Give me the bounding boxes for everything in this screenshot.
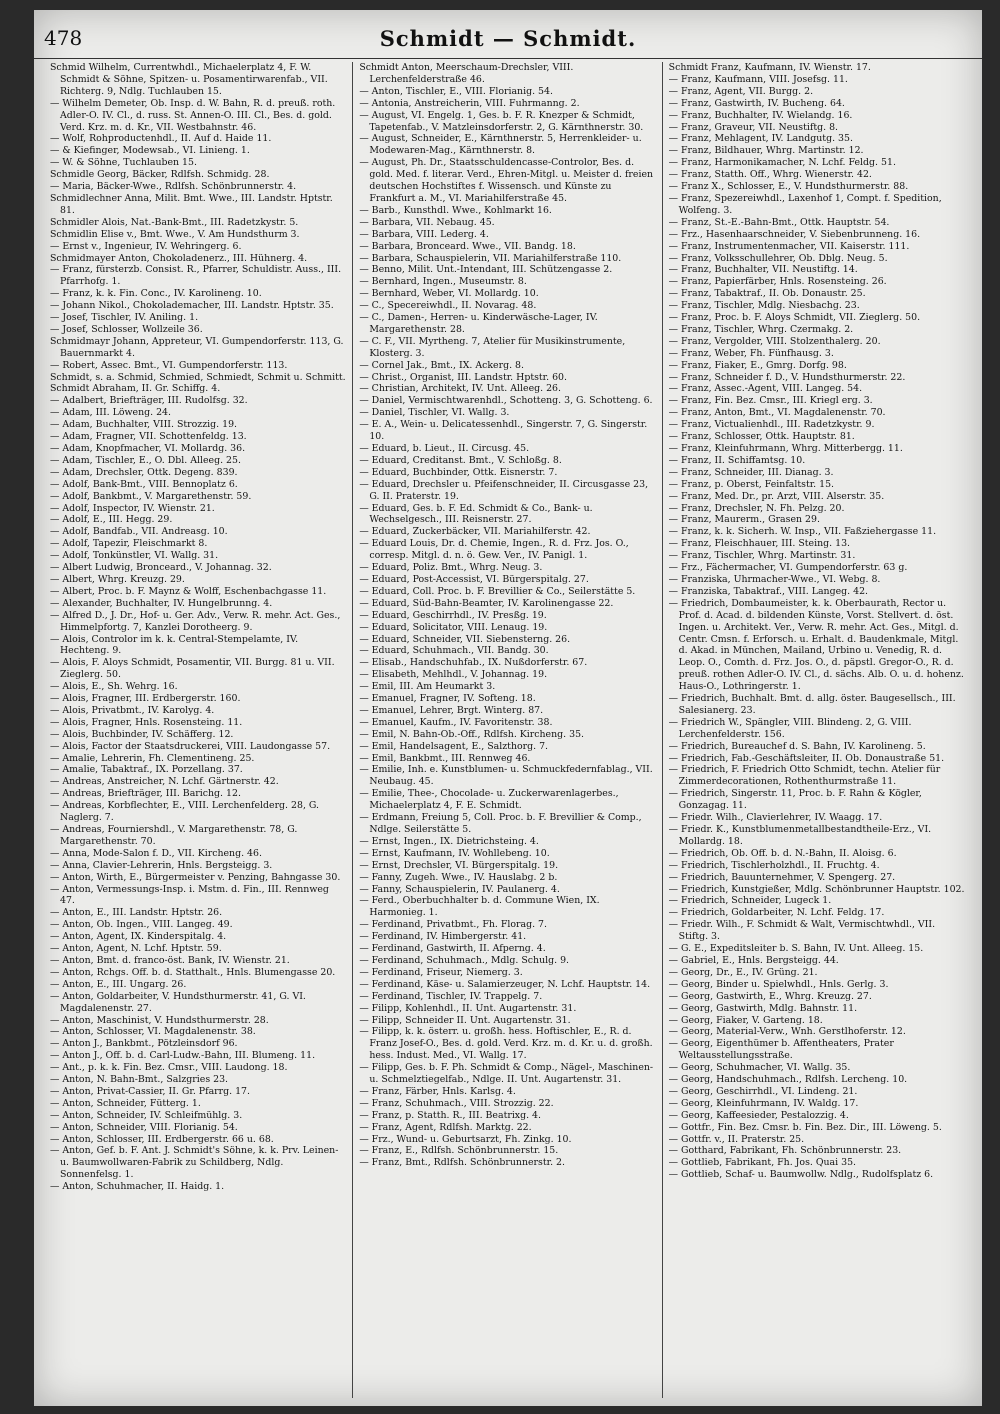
directory-entry: — Filipp, Ges. b. F. Ph. Schmidt & Comp., Nägel-, Maschinen- u. Schmelztiegelfab., Ndlge. II. Unt. Augartenstr. 31.: [359, 1062, 654, 1086]
directory-entry: — Erdmann, Freiung 5, Coll. Proc. b. F. Brevillier & Comp., Ndlge. Seilerstätte 5.: [359, 812, 642, 835]
directory-entry: — Ant., p. k. k. Fin. Bez. Cmsr., VIII. Laudong. 18.: [50, 1062, 288, 1074]
directory-entry: — Franz, Tabaktraf., II. Ob. Donaustr. 25.: [668, 288, 866, 300]
columns-container: [44, 62, 972, 1398]
directory-entry: — Franz, Bildhauer, Whrg. Martinstr. 12.: [668, 145, 864, 157]
directory-entry: — Elisab., Handschuhfab., IX. Nußdorferstr. 67.: [359, 657, 588, 669]
directory-entry: — Daniel, Tischler, VI. Wallg. 3.: [359, 407, 510, 419]
directory-entry: — Anton, Schneider, VIII. Florianig. 54.: [50, 1121, 238, 1133]
directory-entry: — Franz, Bmt., Rdlfsh. Schönbrunnerstr. 2.: [359, 1157, 565, 1169]
directory-entry: — Gottfr., Fin. Bez. Cmsr. b. Fin. Bez. Dir., III. Löweng. 5.: [668, 1121, 942, 1133]
directory-entry: — Barbara, Bronceard. Wwe., VII. Bandg. 18.: [359, 240, 576, 252]
directory-entry: — Franz, Harmonikamacher, N. Lchf. Feldg. 51.: [668, 157, 896, 169]
directory-entry: — Andreas, Briefträger, III. Barichg. 12.: [50, 788, 241, 800]
directory-entry: — Franz, Buchhalter, IV. Wielandg. 16.: [668, 109, 853, 121]
directory-entry: — Georg, Gastwirth, E., Whrg. Kreuzg. 27.: [668, 990, 872, 1002]
directory-entry: — Franz, Agent, VII. Burgg. 2.: [668, 85, 814, 97]
directory-entry: — Anton, Agent, IX. Kinderspitalg. 4.: [50, 931, 227, 943]
directory-entry: — Franz, Gastwirth, IV. Bucheng. 64.: [668, 97, 845, 109]
directory-entry: — Emilie, Thee-, Chocolade- u. Zuckerwarenlagerbes., Michaelerplatz 4, F. E. Schmidt.: [359, 788, 619, 812]
directory-entry: — Friedrich, Goldarbeiter, N. Lchf. Feldg. 17.: [668, 907, 885, 919]
directory-entry: — Frz., Fächermacher, VI. Gumpendorferstr. 63 g.: [668, 562, 908, 574]
directory-entry: — Franz, Mehlagent, IV. Landgutg. 35.: [668, 133, 853, 145]
directory-entry: — Adam, Tischler, E., O. Dbl. Alleeg. 25.: [50, 454, 241, 466]
directory-entry: — Emanuel, Kaufm., IV. Favoritenstr. 38.: [359, 716, 553, 728]
directory-entry: Schmidt Franz, Kaufmann, IV. Wienstr. 17.: [668, 62, 871, 73]
directory-entry: — Franz, Anton, Bmt., VI. Magdalenenstr. 70.: [668, 407, 886, 419]
directory-entry: — Ferdinand, Tischler, IV. Trappelg. 7.: [359, 990, 543, 1002]
directory-entry: Schmidt Anton, Meerschaum-Drechsler, VIII. Lerchenfelderstraße 46.: [359, 62, 574, 85]
directory-entry: — Franz, Schuhmach., VIII. Strozzig. 22.: [359, 1097, 554, 1109]
directory-entry: — Anna, Mode-Salon f. D., VII. Kircheng. 46.: [50, 847, 262, 859]
directory-entry: — Georg, Dr., E., IV. Grüng. 21.: [668, 966, 818, 978]
directory-entry: — Elisabeth, Mehlhdl., V. Johannag. 19.: [359, 669, 548, 681]
directory-entry: — Alois, F. Aloys Schmidt, Posamentir, VII. Burgg. 81 u. VII. Zieglerg. 50.: [50, 657, 335, 681]
directory-entry: — Ferd., Oberbuchhalter b. d. Commune Wien, IX. Harmonieg. 1.: [359, 895, 600, 919]
page-title: Schmidt — Schmidt.: [379, 26, 637, 51]
directory-entry: — Wolf, Rohproductenhdl., II. Auf d. Haide 11.: [50, 133, 272, 145]
directory-entry: — Franz, Agent, Rdlfsh. Marktg. 22.: [359, 1121, 532, 1133]
directory-entry: — Franz, Maurerm., Grasen 29.: [668, 514, 820, 526]
directory-entry: — Friedrich, Bauunternehmer, V. Spengerg. 27.: [668, 871, 896, 883]
directory-entry: — Emil, Bankbmt., III. Rennweg 46.: [359, 752, 531, 764]
directory-entry: — Eduard, Geschirrhdl., IV. Presßg. 19.: [359, 609, 547, 621]
directory-entry: — Emil, III. Am Heumarkt 3.: [359, 681, 496, 693]
directory-entry: — Adolf, Bandfab., VII. Andreasg. 10.: [50, 526, 228, 538]
column-3: [663, 62, 972, 1398]
directory-entry: — Ferdinand, IV. Himbergerstr. 41.: [359, 931, 527, 943]
directory-entry: — Ernst, Drechsler, VI. Bürgerspitalg. 19.: [359, 859, 559, 871]
directory-entry: — Eduard, Schuhmach., VII. Bandg. 30.: [359, 645, 549, 657]
directory-entry: — Franz, Proc. b. F. Aloys Schmidt, VII. Zieglerg. 50.: [668, 312, 921, 324]
directory-entry: — Friedrich, Tischlerholzhdl., II. Fruchtg. 4.: [668, 859, 880, 871]
directory-entry: — Alois, Fragner, III. Erdbergerstr. 160.: [50, 693, 241, 705]
directory-entry: — Barbara, VIII. Lederg. 4.: [359, 228, 489, 240]
directory-entry: — Emanuel, Fragner, IV. Softeng. 18.: [359, 693, 536, 705]
directory-entry: — Albert, Proc. b. F. Maynz & Wolff, Eschenbachgasse 11.: [50, 585, 327, 597]
directory-entry: — Franz, Buchhalter, VII. Neustiftg. 14.: [668, 264, 858, 276]
directory-entry: — Gottlieb, Schaf- u. Baumwollw. Ndlg., Rudolfsplatz 6.: [668, 1169, 934, 1181]
directory-entry: — Alexander, Buchhalter, IV. Hungelbrunng. 4.: [50, 597, 273, 609]
directory-entry: — Anton, E., III. Landstr. Hptstr. 26.: [50, 907, 223, 919]
directory-entry: — C., Damen-, Herren- u. Kinderwäsche-Lager, IV. Margarethenstr. 28.: [359, 312, 598, 335]
directory-entry: — Christ., Organist, III. Landstr. Hptstr. 60.: [359, 371, 567, 383]
directory-entry: — Georg, Kleinfuhrmann, IV. Waldg. 17.: [668, 1097, 859, 1109]
directory-entry: — Anton, Ob. Ingen., VIII. Langeg. 49.: [50, 919, 233, 931]
directory-entry: — Anton, Goldarbeiter, V. Hundsthurmerstr. 41, G. VI. Magdalenenstr. 27.: [50, 990, 306, 1014]
directory-entry: — Amalie, Tabaktraf., IX. Porzellang. 37.: [50, 764, 243, 776]
directory-entry: — Ferdinand, Gastwirth, II. Afperng. 4.: [359, 943, 546, 955]
directory-entry: — Franz, Spezereiwhdl., Laxenhof 1, Compt. f. Spedition, Wolfeng. 3.: [668, 192, 942, 216]
directory-entry: — Friedrich, Fab.-Geschäftsleiter, II. Ob. Donaustraße 51.: [668, 752, 945, 764]
directory-entry: — Franz, Med. Dr., pr. Arzt, VIII. Alserstr. 35.: [668, 490, 885, 502]
directory-entry: — Friedr. Wilh., Clavierlehrer, IV. Waagg. 17.: [668, 812, 883, 824]
directory-entry: — Amalie, Lehrerin, Fh. Clementineng. 25.: [50, 752, 255, 764]
directory-entry: — Georg, Kaffeesieder, Pestalozzig. 4.: [668, 1109, 849, 1121]
directory-entry: — Filipp, Kohlenhdl., II. Unt. Augartenstr. 31.: [359, 1002, 577, 1014]
directory-entry: — Frz., Hasenhaarschneider, V. Siebenbrunneng. 16.: [668, 228, 921, 240]
directory-entry: — Adam, Knopfmacher, VI. Mollardg. 36.: [50, 443, 246, 454]
directory-entry: — Ferdinand, Friseur, Niemerg. 3.: [359, 966, 523, 978]
directory-entry: — Georg, Material-Verw., Wnh. Gerstlhoferstr. 12.: [668, 1026, 906, 1038]
directory-entry: — G. E., Expeditsleiter b. S. Bahn, IV. Unt. Alleeg. 15.: [668, 943, 924, 955]
directory-entry: — Eduard, Ges. b. F. Ed. Schmidt & Co., Bank- u. Wechselgesch., III. Reisnerstr. 27.: [359, 502, 593, 526]
directory-entry: — Barbara, Schauspielerin, VII. Mariahilferstraße 110.: [359, 252, 622, 264]
directory-entry: — Adalbert, Briefträger, III. Rudolfsg. 32.: [50, 395, 248, 407]
directory-entry: — Adam, Fragner, VII. Schottenfeldg. 13.: [50, 431, 247, 443]
directory-entry: — Johann Nikol., Chokolademacher, III. Landstr. Hptstr. 35.: [50, 300, 334, 312]
directory-entry: — August, Schneider, E., Kärnthnerstr. 5, Herrenkleider- u. Modewaren-Mag., Kärnthnerstr. 8.: [359, 133, 642, 157]
directory-entry: — Alois, Privatbmt., IV. Karolyg. 4.: [50, 704, 215, 716]
directory-entry: — Franz, Papierfärber, Hnls. Rosensteing. 26.: [668, 276, 887, 288]
directory-entry: — Ferdinand, Privatbmt., Fh. Florag. 7.: [359, 919, 547, 931]
directory-entry: — Eduard, Creditanst. Bmt., V. Schloßg. 8.: [359, 454, 562, 466]
directory-entry: — Friedr. Wilh., F. Schmidt & Walt, Vermischtwhdl., VII. Stiftg. 3.: [668, 919, 936, 943]
directory-entry: — Daniel, Vermischtwarenhdl., Schotteng. 3, G. Schotteng. 6.: [359, 395, 653, 407]
directory-entry: — Alois, Buchbinder, IV. Schäfferg. 12.: [50, 728, 234, 740]
directory-entry: — Andreas, Anstreicher, N. Lchf. Gärtnerstr. 42.: [50, 776, 279, 788]
directory-entry: — Franz, Volksschullehrer, Ob. Dblg. Neug. 5.: [668, 252, 888, 264]
directory-entry: — W. & Söhne, Tuchlauben 15.: [50, 157, 197, 169]
directory-entry: — Anna, Clavier-Lehrerin, Hnls. Bergsteigg. 3.: [50, 859, 273, 871]
directory-entry: — Adam, Drechsler, Ottk. Degeng. 839.: [50, 466, 238, 478]
directory-entry: — Adam, III. Löweng. 24.: [50, 407, 171, 419]
directory-entry: — Franziska, Tabaktraf., VIII. Langeg. 42.: [668, 585, 869, 597]
directory-entry: — August, VI. Engelg. 1, Ges. b. F. R. Knezper & Schmidt, Tapetenfab., V. Matzleinsdorferstr. 2, G. Kärnthnerstr. 30.: [359, 109, 644, 133]
column-1: [44, 62, 353, 1398]
directory-entry: — Franz, Instrumentenmacher, VII. Kaiserstr. 111.: [668, 240, 910, 252]
directory-entry: — Anton, E., III. Ungarg. 26.: [50, 978, 187, 990]
directory-entry: — Georg, Gastwirth, Mdlg. Bahnstr. 11.: [668, 1002, 858, 1014]
directory-entry: — Franz, Schlosser, Ottk. Hauptstr. 81.: [668, 431, 855, 443]
directory-entry: — Eduard, Zuckerbäcker, VII. Mariahilferstr. 42.: [359, 526, 591, 538]
directory-entry: — Gabriel, E., Hnls. Bergsteigg. 44.: [668, 954, 839, 966]
directory-entry: — Anton, Tischler, E., VIII. Florianig. 54.: [359, 85, 553, 97]
directory-entry: — Franz, II. Schiffamtsg. 10.: [668, 454, 806, 466]
directory-entry: — Franz, Schneider, III. Dianag. 3.: [668, 466, 834, 478]
directory-entry: — Friedrich, Dombaumeister, k. k. Oberbaurath, Rector u. Prof. d. Acad. d. bildenden Künste, Vorst. Stellvert. d. öst. Ingen. u. Architekt. Ver., Verw. R. mehr. Act. Ges., Mitgl. d. Centr. Cmsn. f. Erforsch. u. Erhalt. d. Baudenkmale, Mitgl. d. Akad. in München, Mailand, Urbino u. Venedig, R. d. Leop. O., Comth. d. Frz. Jos. O., d. päpstl. Gregor-O., R. d. preuß. rothen Adler-O. IV. Cl., d. sächs. Alb. O. u. d. hohenz. Haus-O., Lothringerstr. 1.: [668, 597, 964, 693]
directory-entry: — Gottfr. v., II. Praterstr. 25.: [668, 1133, 805, 1145]
directory-entry: — Franz, Assec.-Agent, VIII. Langeg. 54.: [668, 383, 863, 395]
directory-entry: — Ferdinand, Käse- u. Salamierzeuger, N. Lchf. Hauptstr. 14.: [359, 978, 651, 990]
directory-entry: — Franz, Drechsler, N. Fh. Pelzg. 20.: [668, 502, 845, 514]
directory-entry: — Eduard, Schneider, VII. Siebensterng. 26.: [359, 633, 571, 645]
directory-entry: — Eduard, Post-Accessist, VI. Bürgerspitalg. 27.: [359, 573, 589, 585]
directory-entry: — Anton J., Bankbmt., Pötzleinsdorf 96.: [50, 1038, 238, 1050]
directory-entry: — Franziska, Uhrmacher-Wwe., VI. Webg. 8.: [668, 573, 881, 585]
directory-entry: — Franz, Kaufmann, VIII. Josefsg. 11.: [668, 73, 848, 85]
directory-entry: — C. F., VII. Myrtheng. 7, Atelier für Musikinstrumente, Klosterg. 3.: [359, 335, 626, 359]
directory-entry: — Maria, Bäcker-Wwe., Rdlfsh. Schönbrunnerstr. 4.: [50, 181, 297, 193]
directory-entry: — Friedrich, Kunstgießer, Mdlg. Schönbrunner Hauptstr. 102.: [668, 883, 965, 895]
directory-entry: — Franz, St.-E.-Bahn-Bmt., Ottk. Hauptstr. 54.: [668, 216, 890, 228]
directory-entry: — Christian, Architekt, IV. Unt. Alleeg. 26.: [359, 383, 561, 395]
directory-entry: — Benno, Milit. Unt.-Intendant, III. Schützengasse 2.: [359, 264, 613, 276]
directory-entry: — Anton, Maschinist, V. Hundsthurmerstr. 28.: [50, 1014, 269, 1026]
directory-entry: — Andreas, Fourniershdl., V. Margarethenstr. 78, G. Margarethenstr. 70.: [50, 824, 298, 847]
directory-entry: Schmid Wilhelm, Currentwhdl., Michaelerplatz 4, F. W. Schmidt & Söhne, Spitzen- u. Posamentirwarenfab., VII. Richterg. 9, Ndlg. Tuchlauben 15.: [50, 62, 328, 97]
directory-entry: — Friedrich, F. Friedrich Otto Schmidt, techn. Atelier für Zimmerdecorationen, Rothenthurmstraße 11.: [668, 764, 941, 788]
directory-entry: — Robert, Assec. Bmt., VI. Gumpendorferstr. 113.: [50, 359, 288, 371]
directory-entry: — Franz, Weber, Fh. Fünfhausg. 3.: [668, 347, 834, 359]
directory-entry: — Anton, Privat-Cassier, II. Gr. Pfarrg. 17.: [50, 1085, 250, 1097]
page-header: [34, 20, 982, 59]
directory-entry: — Franz, Fiaker, E., Gmrg. Dorfg. 98.: [668, 359, 847, 371]
directory-entry: — Barbara, VII. Nebaug. 45.: [359, 216, 495, 228]
directory-entry: — Franz, Vergolder, VIII. Stolzenthalerg. 20.: [668, 335, 881, 347]
directory-entry: — Ferdinand, Schuhmach., Mdlg. Schulg. 9.: [359, 954, 570, 966]
directory-entry: — Franz, Graveur, VII. Neustiftg. 8.: [668, 121, 839, 133]
directory-entry: — Friedr. K., Kunstblumenmetallbestandtheile-Erz., VI. Mollardg. 18.: [668, 824, 932, 847]
column-2: [353, 62, 662, 1398]
directory-entry: — Adolf, Bankbmt., V. Margarethenstr. 59.: [50, 490, 252, 502]
directory-entry: — Franz, k. k. Fin. Conc., IV. Karolineng. 10.: [50, 288, 262, 300]
directory-entry: — Friedrich, Bureauchef d. S. Bahn, IV. Karolineng. 5.: [668, 740, 926, 752]
directory-entry: — Emil, N. Bahn-Ob.-Off., Rdlfsh. Kircheng. 35.: [359, 728, 585, 740]
directory-entry: — Anton, Bmt. d. franco-öst. Bank, IV. Wienstr. 21.: [50, 954, 290, 966]
directory-entry: — Franz, Tischler, Mdlg. Niesbachg. 23.: [668, 300, 860, 312]
directory-entry: — Alois, Controlor im k. k. Central-Stempelamte, IV. Hechteng. 9.: [50, 633, 299, 657]
directory-entry: — Friedrich, Schneider, Lugeck 1.: [668, 895, 832, 907]
directory-entry: — Anton J., Off. b. d. Carl-Ludw.-Bahn, III. Blumeng. 11.: [50, 1050, 316, 1062]
directory-entry: — Franz, Tischler, Whrg. Martinstr. 31.: [668, 550, 856, 562]
directory-entry: — Franz, E., Rdlfsh. Schönbrunnerstr. 15.: [359, 1145, 559, 1157]
directory-entry: — Filipp, k. k. österr. u. großh. hess. Hoftischler, E., R. d. Franz Josef-O., Bes. d. gold. Verd. Krz. m. d. Kr. u. d. großh. hess. Indust. Med., VI. Wallg. 17.: [359, 1026, 653, 1062]
directory-entry: — Barb., Kunsthdl. Wwe., Kohlmarkt 16.: [359, 204, 552, 216]
directory-entry: — Anton, Wirth, E., Bürgermeister v. Penzing, Bahngasse 30.: [50, 871, 341, 883]
directory-entry: — Alfred D., J. Dr., Hof- u. Ger. Adv., Verw. R. mehr. Act. Ges., Himmelpfortg. 7, Kanzlei Dorotheerg. 9.: [50, 609, 341, 633]
directory-entry: — Emilie, Inh. e. Kunstblumen- u. Schmuckfedernfablag., VII. Neubaug. 45.: [359, 764, 653, 788]
directory-entry: — Eduard, Solicitator, VIII. Lenaug. 19.: [359, 621, 548, 633]
directory-entry: — Ernst v., Ingenieur, IV. Wehringerg. 6.: [50, 240, 242, 252]
directory-entry: — Franz, Fleischhauer, III. Steing. 13.: [668, 538, 851, 550]
directory-entry: Schmidmayer Anton, Chokoladenerz., III. Hühnerg. 4.: [50, 252, 308, 264]
directory-entry: — Emil, Handelsagent, E., Salzthorg. 7.: [359, 740, 549, 752]
directory-entry: — Gotthard, Fabrikant, Fh. Schönbrunnerstr. 23.: [668, 1145, 902, 1157]
directory-entry: — Wilhelm Demeter, Ob. Insp. d. W. Bahn, R. d. preuß. roth. Adler-O. IV. Cl., d. russ. St. Annen-O. III. Cl., Bes. d. gold. Verd. Krz. m. d. Kr., VII. Westbahnstr. 46.: [50, 97, 336, 133]
directory-entry: — Ernst, Ingen., IX. Dietrichsteing. 4.: [359, 835, 539, 847]
directory-entry: — August, Ph. Dr., Staatsschuldencasse-Controlor, Bes. d. gold. Med. f. literar. Verd., Ehren-Mitgl. u. Meister d. freien deutschen Hochstiftes f. Wissensch. und Künste zu Frankfurt a. M., VI. Mariahilferstraße 45.: [359, 157, 654, 204]
directory-entry: — C., Specereiwhdl., II. Novarag. 48.: [359, 300, 537, 312]
directory-entry: — Anton, Gef. b. F. Ant. J. Schmidt's Söhne, k. k. Prv. Leinen- u. Baumwollwaren-Fabrik zu Schildberg, Ndlg. Sonnenfelsg. 1.: [50, 1145, 339, 1181]
directory-entry: — Andreas, Korbflechter, E., VIII. Lerchenfelderg. 28, G. Naglerg. 7.: [50, 800, 320, 824]
directory-entry: — Friedrich W., Spängler, VIII. Blindeng. 2, G. VIII. Lerchenfelderstr. 156.: [668, 716, 912, 740]
directory-entry: — Anton, Agent, N. Lchf. Hptstr. 59.: [50, 943, 222, 955]
directory-entry: Schmidt Abraham, II. Gr. Schiffg. 4.: [50, 383, 221, 395]
directory-entry: — Anton, Schuhmacher, II. Haidg. 1.: [50, 1181, 225, 1193]
directory-entry: — Georg, Schuhmacher, VI. Wallg. 35.: [668, 1062, 851, 1074]
directory-entry: — Alois, E., Sh. Wehrg. 16.: [50, 681, 178, 693]
directory-entry: — Eduard, Süd-Bahn-Beamter, IV. Karolinengasse 22.: [359, 597, 614, 609]
directory-entry: — Josef, Tischler, IV. Aniling. 1.: [50, 312, 199, 324]
directory-entry: — Eduard, Coll. Proc. b. F. Brevillier & Co., Seilerstätte 5.: [359, 585, 636, 597]
directory-entry: — Bernhard, Ingen., Museumstr. 8.: [359, 276, 527, 288]
directory-entry: — Josef, Schlosser, Wollzeile 36.: [50, 323, 203, 335]
directory-entry: Schmidlechner Anna, Milit. Bmt. Wwe., III. Landstr. Hptstr. 81.: [50, 192, 333, 216]
directory-entry: — Friedrich, Buchhalt. Bmt. d. allg. öster. Baugesellsch., III. Salesianerg. 23.: [668, 693, 956, 716]
directory-entry: — Alois, Fragner, Hnls. Rosensteing. 11.: [50, 716, 243, 728]
directory-entry: — Fanny, Schauspielerin, IV. Paulanerg. 4.: [359, 883, 560, 895]
directory-entry: — Franz, Kleinfuhrmann, Whrg. Mitterbergg. 11.: [668, 443, 903, 454]
directory-entry: — Albert Ludwig, Bronceard., V. Johannag. 32.: [50, 562, 272, 574]
directory-entry: — Anton, Vermessungs-Insp. i. Mstm. d. Fin., III. Rennweg 47.: [50, 883, 329, 907]
directory-entry: Schmidlin Elise v., Bmt. Wwe., V. Am Hundsthurm 3.: [50, 228, 300, 240]
directory-entry: — Adolf, Tonkünstler, VI. Wallg. 31.: [50, 550, 219, 562]
directory-entry: — Anton, Schlosser, III. Erdbergerstr. 66 u. 68.: [50, 1133, 274, 1145]
directory-entry: — Adolf, Tapezir, Fleischmarkt 8.: [50, 538, 208, 550]
directory-entry: — Albert, Whrg. Kreuzg. 29.: [50, 573, 185, 585]
directory-entry: — Eduard, Poliz. Bmt., Whrg. Neug. 3.: [359, 562, 543, 574]
directory-entry: — Anton, N. Bahn-Bmt., Salzgries 23.: [50, 1074, 229, 1086]
page-number: 478: [44, 26, 83, 50]
directory-entry: — Alois, Factor der Staatsdruckerei, VIII. Laudongasse 57.: [50, 740, 331, 752]
directory-entry: — Ernst, Kaufmann, IV. Wohllebeng. 10.: [359, 847, 550, 859]
directory-entry: — Eduard Louis, Dr. d. Chemie, Ingen., R. d. Frz. Jos. O., corresp. Mitgl. d. n. ö. Gew. Ver., IV. Panigl. 1.: [359, 538, 629, 562]
directory-entry: — Anton, Schlosser, VI. Magdalenenstr. 38.: [50, 1026, 256, 1038]
directory-entry: — Filipp, Schneider II. Unt. Augartenstr. 31.: [359, 1014, 571, 1026]
directory-entry: — Georg, Geschirrhdl., VI. Lindeng. 21.: [668, 1085, 858, 1097]
directory-entry: — Gottlieb, Fabrikant, Fh. Jos. Quai 35.: [668, 1157, 857, 1169]
directory-entry: Schmidler Alois, Nat.-Bank-Bmt., III. Radetzkystr. 5.: [50, 216, 299, 228]
directory-entry: — Eduard, Drechsler u. Pfeifenschneider, II. Circusgasse 23, G. II. Praterstr. 19.: [359, 478, 649, 502]
directory-entry: Schmidle Georg, Bäcker, Rdlfsh. Schmidg. 28.: [50, 169, 270, 181]
directory-entry: — Franz, Statth. Off., Whrg. Wienerstr. 42.: [668, 169, 872, 181]
directory-entry: — Anton, Rchgs. Off. b. d. Statthalt., Hnls. Blumengasse 20.: [50, 966, 336, 978]
directory-entry: — Fanny, Zugeh. Wwe., IV. Hauslabg. 2 b.: [359, 871, 558, 883]
directory-entry: — Cornel Jak., Bmt., IX. Ackerg. 8.: [359, 359, 524, 371]
directory-entry: — Franz, Tischler, Whrg. Czermakg. 2.: [668, 323, 854, 335]
directory-entry: — Adolf, Bank-Bmt., VIII. Bennoplatz 6.: [50, 478, 238, 490]
directory-entry: — Franz, Färber, Hnls. Karlsg. 4.: [359, 1085, 516, 1097]
directory-entry: — Eduard, Buchbinder, Ottk. Eisnerstr. 7.: [359, 466, 558, 478]
directory-entry: — Emanuel, Lehrer, Brgt. Winterg. 87.: [359, 704, 544, 716]
directory-entry: — Adam, Buchhalter, VIII. Strozzig. 19.: [50, 419, 238, 431]
directory-entry: — Friedrich, Singerstr. 11, Proc. b. F. Rahn & Kögler, Gonzagag. 11.: [668, 788, 922, 812]
directory-entry: — Franz, p. Oberst, Feinfaltstr. 15.: [668, 478, 835, 490]
directory-entry: — Franz, fürsterzb. Consist. R., Pfarrer, Schuldistr. Auss., III. Pfarrhofg. 1.: [50, 264, 342, 288]
directory-entry: Schmidt, s. a. Schmid, Schmied, Schmiedt, Schmit u. Schmitt.: [50, 371, 346, 383]
directory-entry: — & Kiefinger, Modewsab., VI. Linieng. 1.: [50, 145, 250, 157]
directory-entry: — Anton, Schneider, Fütterg. 1.: [50, 1097, 201, 1109]
directory-entry: — Anton, Schneider, IV. Schleifmühlg. 3.: [50, 1109, 243, 1121]
directory-entry: — Franz, Victualienhdl., III. Radetzkystr. 9.: [668, 419, 875, 431]
directory-entry: — Friedrich, Ob. Off. b. d. N.-Bahn, II. Aloisg. 6.: [668, 847, 897, 859]
directory-entry: — Georg, Binder u. Spielwhdl., Hnls. Gerlg. 3.: [668, 978, 889, 990]
directory-entry: — Franz, Fin. Bez. Cmsr., III. Kriegl erg. 3.: [668, 395, 873, 407]
directory-entry: — Frz., Wund- u. Geburtsarzt, Fh. Zinkg. 10.: [359, 1133, 572, 1145]
directory-entry: — Adolf, Inspector, IV. Wienstr. 21.: [50, 502, 215, 514]
directory-entry: — Franz, p. Statth. R., III. Beatrixg. 4.: [359, 1109, 542, 1121]
directory-entry: — Antonia, Anstreicherin, VIII. Fuhrmanng. 2.: [359, 97, 580, 109]
directory-entry: — Franz, Schneider f. D., V. Hundsthurmerstr. 22.: [668, 371, 906, 383]
directory-entry: — Franz, k. k. Sicherh. W. Insp., VII. Faßziehergasse 11.: [668, 526, 937, 538]
directory-entry: Schmidmayr Johann, Appreteur, VI. Gumpendorferstr. 113, G. Bauernmarkt 4.: [50, 335, 344, 359]
directory-entry: — Georg, Fiaker, V. Garteng. 18.: [668, 1014, 823, 1026]
directory-entry: — Georg, Eigenthümer b. Affentheaters, Prater Weltausstellungsstraße.: [668, 1038, 894, 1062]
directory-entry: — Eduard, b. Lieut., II. Circusg. 45.: [359, 443, 530, 454]
directory-entry: — E. A., Wein- u. Delicatessenhdl., Singerstr. 7, G. Singerstr. 10.: [359, 419, 648, 443]
directory-entry: — Bernhard, Weber, VI. Mollardg. 10.: [359, 288, 539, 300]
directory-entry: — Georg, Handschuhmach., Rdlfsh. Lercheng. 10.: [668, 1074, 908, 1086]
directory-entry: — Franz X., Schlosser, E., V. Hundsthurmerstr. 88.: [668, 181, 909, 193]
directory-page: [34, 10, 982, 1406]
directory-entry: — Adolf, E., III. Hegg. 29.: [50, 514, 173, 526]
